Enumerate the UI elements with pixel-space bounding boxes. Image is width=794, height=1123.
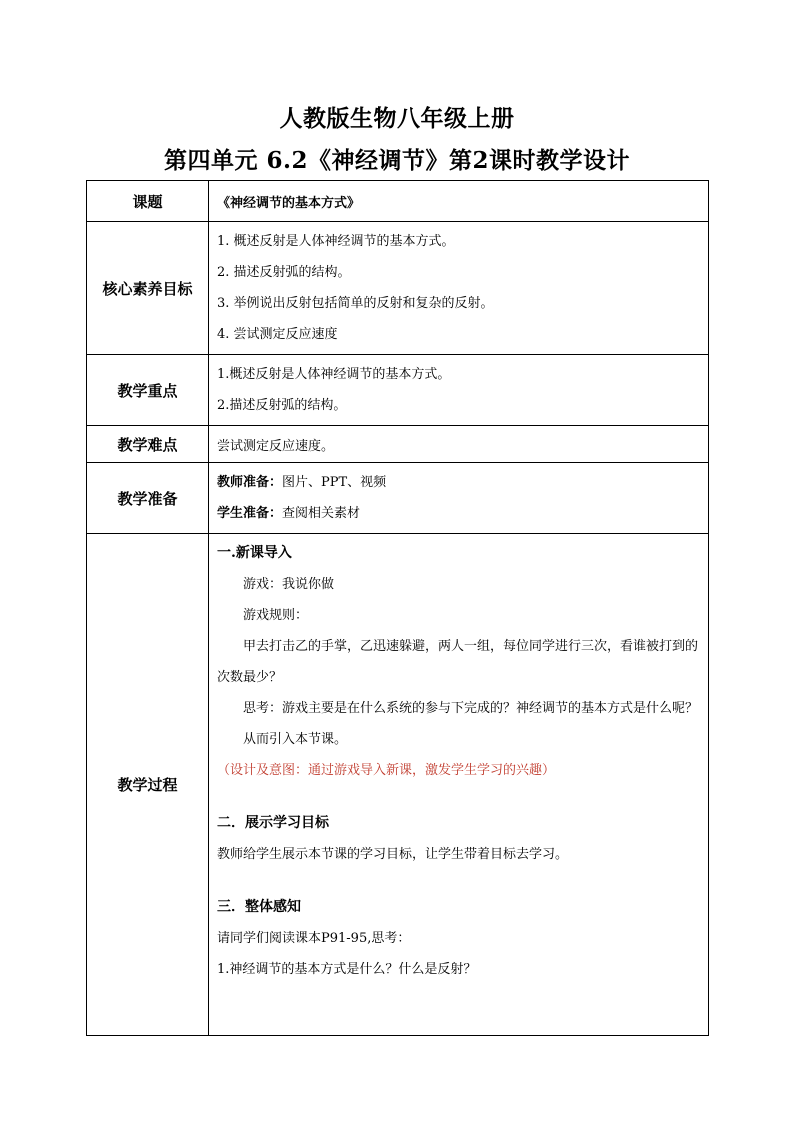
document-title: 人教版生物八年级上册: [279, 105, 515, 132]
row-preparation: [87, 463, 709, 534]
process-content: [209, 534, 709, 1036]
row-topic: [87, 181, 709, 222]
teacher-prep: [217, 467, 700, 498]
key-point-item: 2.描述反射弧的结构。: [217, 398, 347, 413]
section2-heading: 二．展示学习目标: [217, 815, 329, 831]
student-prep: [217, 498, 700, 529]
key-points-label: 教学重点: [87, 355, 209, 426]
teacher-prep-label: 教师准备：: [217, 475, 283, 490]
question-1: 1.神经调节的基本方式是什么？什么是反射？: [217, 962, 477, 977]
student-prep-value: 查阅相关素材: [282, 506, 361, 521]
section1-heading: 一.新课导入: [217, 545, 292, 561]
think-text: 思考：游戏主要是在什么系统的参与下完成的？神经调节的基本方式是什么呢？: [243, 701, 699, 716]
rules-heading: 游戏规则：: [243, 608, 309, 623]
goals-label: 核心素养目标: [87, 222, 209, 355]
row-process: [87, 534, 709, 1036]
row-key-points: [87, 355, 709, 426]
row-goals: [87, 222, 709, 355]
row-difficulty: [87, 426, 709, 463]
rules-text: 甲去打击乙的手掌，乙迅速躲避，两人一组，每位同学进行三次，看谁被打到的次数最少？: [217, 639, 699, 685]
process-label: 教学过程: [87, 534, 209, 1036]
design-note: （设计及意图：通过游戏导入新课，激发学生学习的兴趣）: [217, 763, 556, 778]
topic-label: 课题: [87, 181, 209, 222]
section2-text: 教师给学生展示本节课的学习目标，让学生带着目标去学习。: [217, 847, 569, 862]
goal-item: 2. 描述反射弧的结构。: [217, 265, 351, 280]
document-subtitle: 第四单元 6.2《神经调节》第2课时教学设计: [163, 147, 631, 174]
section3-text: 请同学们阅读课本P91-95,思考：: [217, 931, 411, 946]
goal-item: 4. 尝试测定反应速度: [217, 327, 338, 342]
student-prep-label: 学生准备：: [217, 506, 283, 521]
key-points-content: [209, 355, 709, 426]
game-line: 游戏：我说你做: [243, 577, 335, 592]
goal-item: 3. 举例说出反射包括简单的反射和复杂的反射。: [217, 296, 494, 311]
topic-value: 《神经调节的基本方式》: [209, 181, 709, 222]
preparation-label: 教学准备: [87, 463, 209, 534]
lead-in-text: 从而引入本节课。: [243, 732, 348, 747]
teacher-prep-value: 图片、PPT、视频: [282, 475, 387, 490]
section3-heading: 三．整体感知: [217, 899, 301, 915]
key-point-item: 1.概述反射是人体神经调节的基本方式。: [217, 367, 451, 382]
preparation-content: [209, 463, 709, 534]
difficulty-value: 尝试测定反应速度。: [209, 426, 709, 463]
difficulty-label: 教学难点: [87, 426, 209, 463]
goals-content: [209, 222, 709, 355]
goal-item: 1. 概述反射是人体神经调节的基本方式。: [217, 234, 455, 249]
lesson-plan-table: [86, 180, 709, 1036]
